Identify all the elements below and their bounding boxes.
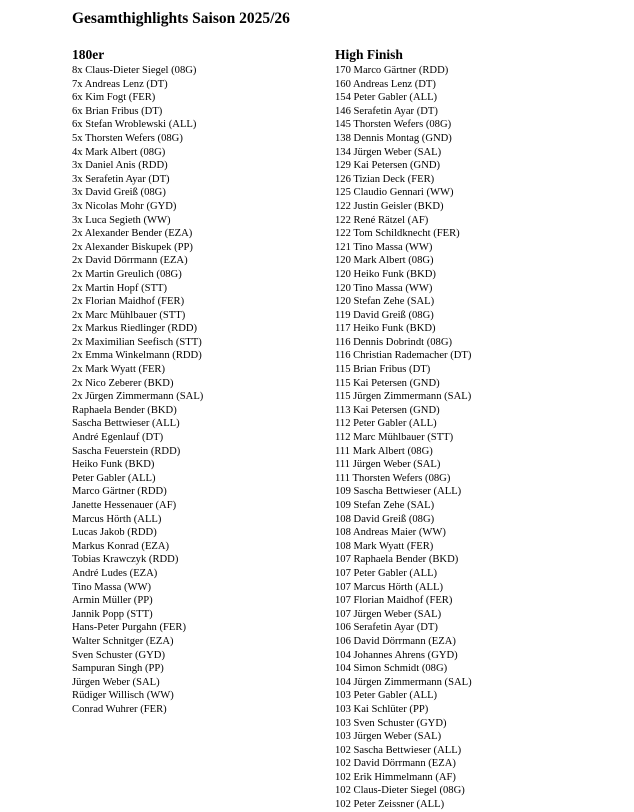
section-heading-high-finish: High Finish [335,47,403,62]
list-item-high-finish: 120 Mark Albert (08G) [335,255,434,267]
list-item-180er: Conrad Wuhrer (FER) [72,703,167,715]
list-item-180er: Marco Gärtner (RDD) [72,486,167,498]
list-item-high-finish: 126 Tizian Deck (FER) [335,173,435,185]
list-item-high-finish: 112 Peter Gabler (ALL) [335,418,437,430]
list-item-180er: Sampuran Singh (PP) [72,663,164,675]
list-item-180er: 3x Luca Segieth (WW) [72,214,171,226]
list-item-180er: 8x Claus-Dieter Siegel (08G) [72,65,197,76]
list-item-high-finish: 107 Florian Maidhof (FER) [335,595,453,607]
list-item-180er: 3x Serafetin Ayar (DT) [72,173,170,185]
list-item-high-finish: 125 Claudio Gennari (WW) [335,187,454,199]
list-item-180er: André Egenlauf (DT) [72,432,164,444]
list-item-180er: Sascha Feuerstein (RDD) [72,445,181,457]
list-item-high-finish: 120 Tino Massa (WW) [335,282,433,294]
list-item-180er: Hans-Peter Purgahn (FER) [72,622,186,634]
list-item-180er: 2x Jürgen Zimmermann (SAL) [72,391,204,403]
list-item-high-finish: 108 David Greiß (08G) [335,513,435,525]
list-item-high-finish: 107 Peter Gabler (ALL) [335,567,438,579]
list-item-180er: 4x Mark Albert (08G) [72,146,166,158]
list-item-high-finish: 104 Johannes Ahrens (GYD) [335,649,458,661]
list-item-180er: 2x Alexander Biskupek (PP) [72,241,193,253]
list-item-high-finish: 113 Kai Petersen (GND) [335,404,440,416]
list-item-high-finish: 121 Tino Massa (WW) [335,241,433,253]
list-item-high-finish: 108 Mark Wyatt (FER) [335,540,434,552]
list-item-high-finish: 160 Andreas Lenz (DT) [335,78,436,90]
list-item-high-finish: 117 Heiko Funk (BKD) [335,323,436,335]
list-item-high-finish: 108 Andreas Maier (WW) [335,527,446,539]
list-item-180er: 2x Martin Hopf (STT) [72,282,168,294]
list-item-180er: 2x Mark Wyatt (FER) [72,364,166,376]
list-item-high-finish: 116 Dennis Dobrindt (08G) [335,336,453,348]
list-item-180er: André Ludes (EZA) [72,567,158,579]
list-item-180er: 6x Brian Fribus (DT) [72,105,163,117]
list-item-180er: 2x Alexander Bender (EZA) [72,228,193,240]
list-item-high-finish: 146 Serafetin Ayar (DT) [335,105,438,117]
list-item-high-finish: 111 Jürgen Weber (SAL) [335,459,441,471]
list-item-180er: 2x Marc Mühlbauer (STT) [72,309,186,321]
list-item-180er: Sven Schuster (GYD) [72,649,165,661]
list-item-180er: Sascha Bettwieser (ALL) [72,418,180,430]
list-item-high-finish: 103 Jürgen Weber (SAL) [335,731,442,743]
list-item-180er: 2x Florian Maidhof (FER) [72,296,185,308]
list-item-high-finish: 104 Simon Schmidt (08G) [335,663,448,675]
list-item-180er: Jürgen Weber (SAL) [72,676,160,688]
list-item-180er: Markus Konrad (EZA) [72,540,170,552]
list-item-180er: 3x Nicolas Mohr (GYD) [72,200,177,212]
list-item-180er: 2x Markus Riedlinger (RDD) [72,323,198,335]
list-item-high-finish: 112 Marc Mühlbauer (STT) [335,432,454,444]
section-high-finish [335,47,472,812]
list-item-180er: 2x Nico Zeberer (BKD) [72,377,174,389]
list-item-high-finish: 120 Heiko Funk (BKD) [335,268,436,280]
list-item-high-finish: 102 Peter Zeissner (ALL) [335,799,445,811]
list-item-180er: 3x David Greiß (08G) [72,187,166,199]
list-item-180er: Heiko Funk (BKD) [72,459,155,471]
list-item-180er: 2x David Dörrmann (EZA) [72,255,188,267]
list-item-high-finish: 106 David Dörrmann (EZA) [335,635,456,647]
list-item-180er: 7x Andreas Lenz (DT) [72,78,168,90]
list-item-high-finish: 111 Thorsten Wefers (08G) [335,472,451,484]
list-item-high-finish: 129 Kai Petersen (GND) [335,160,441,172]
list-item-180er: Tobias Krawczyk (RDD) [72,554,179,566]
list-item-180er: Armin Müller (PP) [72,595,153,607]
list-item-high-finish: 119 David Greiß (08G) [335,309,434,321]
list-item-high-finish: 107 Raphaela Bender (BKD) [335,554,459,566]
list-item-180er: 2x Emma Winkelmann (RDD) [72,350,202,362]
list-item-180er: 2x Maximilian Seefisch (STT) [72,336,202,348]
list-item-high-finish: 170 Marco Gärtner (RDD) [335,65,449,76]
list-item-high-finish: 104 Jürgen Zimmermann (SAL) [335,676,472,688]
list-item-high-finish: 154 Peter Gabler (ALL) [335,92,438,104]
list-item-high-finish: 102 Sascha Bettwieser (ALL) [335,744,462,756]
list-item-high-finish: 115 Brian Fribus (DT) [335,364,431,376]
list-item-high-finish: 102 David Dörrmann (EZA) [335,758,456,770]
section-180er [72,47,203,717]
list-item-180er: Marcus Hörth (ALL) [72,513,162,525]
list-item-high-finish: 102 Erik Himmelmann (AF) [335,771,456,783]
document-title: Gesamthighlights Saison 2025/26 [72,10,290,27]
list-item-high-finish: 145 Thorsten Wefers (08G) [335,119,452,131]
list-item-high-finish: 103 Sven Schuster (GYD) [335,717,447,729]
list-item-high-finish: 122 Tom Schildknecht (FER) [335,228,460,240]
list-item-180er: Rüdiger Willisch (WW) [72,690,174,702]
list-item-high-finish: 109 Sascha Bettwieser (ALL) [335,486,462,498]
list-item-180er: 5x Thorsten Wefers (08G) [72,132,183,144]
list-item-high-finish: 122 René Rätzel (AF) [335,214,429,226]
list-item-high-finish: 115 Jürgen Zimmermann (SAL) [335,391,472,403]
list-item-180er: 2x Martin Greulich (08G) [72,268,182,280]
list-item-180er: 6x Kim Fogt (FER) [72,92,156,104]
list-item-high-finish: 122 Justin Geisler (BKD) [335,200,444,212]
list-item-high-finish: 138 Dennis Montag (GND) [335,132,452,144]
list-item-high-finish: 107 Jürgen Weber (SAL) [335,608,442,620]
list-item-high-finish: 115 Kai Petersen (GND) [335,377,440,389]
list-item-180er: Janette Hessenauer (AF) [72,500,177,511]
list-item-180er: Walter Schnitger (EZA) [72,635,174,647]
list-item-180er: Jannik Popp (STT) [72,608,153,620]
list-item-high-finish: 134 Jürgen Weber (SAL) [335,146,442,158]
list-item-180er: Peter Gabler (ALL) [72,472,156,484]
section-heading-180er: 180er [72,47,105,62]
list-item-180er: Raphaela Bender (BKD) [72,404,177,416]
list-item-high-finish: 107 Marcus Hörth (ALL) [335,581,443,593]
entry-list-high-finish [335,64,472,812]
list-item-180er: Tino Massa (WW) [72,581,152,593]
list-item-high-finish: 120 Stefan Zehe (SAL) [335,296,435,308]
list-item-high-finish: 102 Claus-Dieter Siegel (08G) [335,785,465,797]
list-item-high-finish: 116 Christian Rademacher (DT) [335,350,472,362]
list-item-high-finish: 103 Peter Gabler (ALL) [335,690,438,702]
list-item-180er: Lucas Jakob (RDD) [72,527,157,539]
entry-list-180er [72,64,203,717]
list-item-180er: 3x Daniel Anis (RDD) [72,160,168,172]
list-item-180er: 6x Stefan Wroblewski (ALL) [72,119,197,131]
list-item-high-finish: 109 Stefan Zehe (SAL) [335,500,435,511]
list-item-high-finish: 106 Serafetin Ayar (DT) [335,622,438,634]
list-item-high-finish: 103 Kai Schlüter (PP) [335,703,429,715]
list-item-high-finish: 111 Mark Albert (08G) [335,445,433,457]
